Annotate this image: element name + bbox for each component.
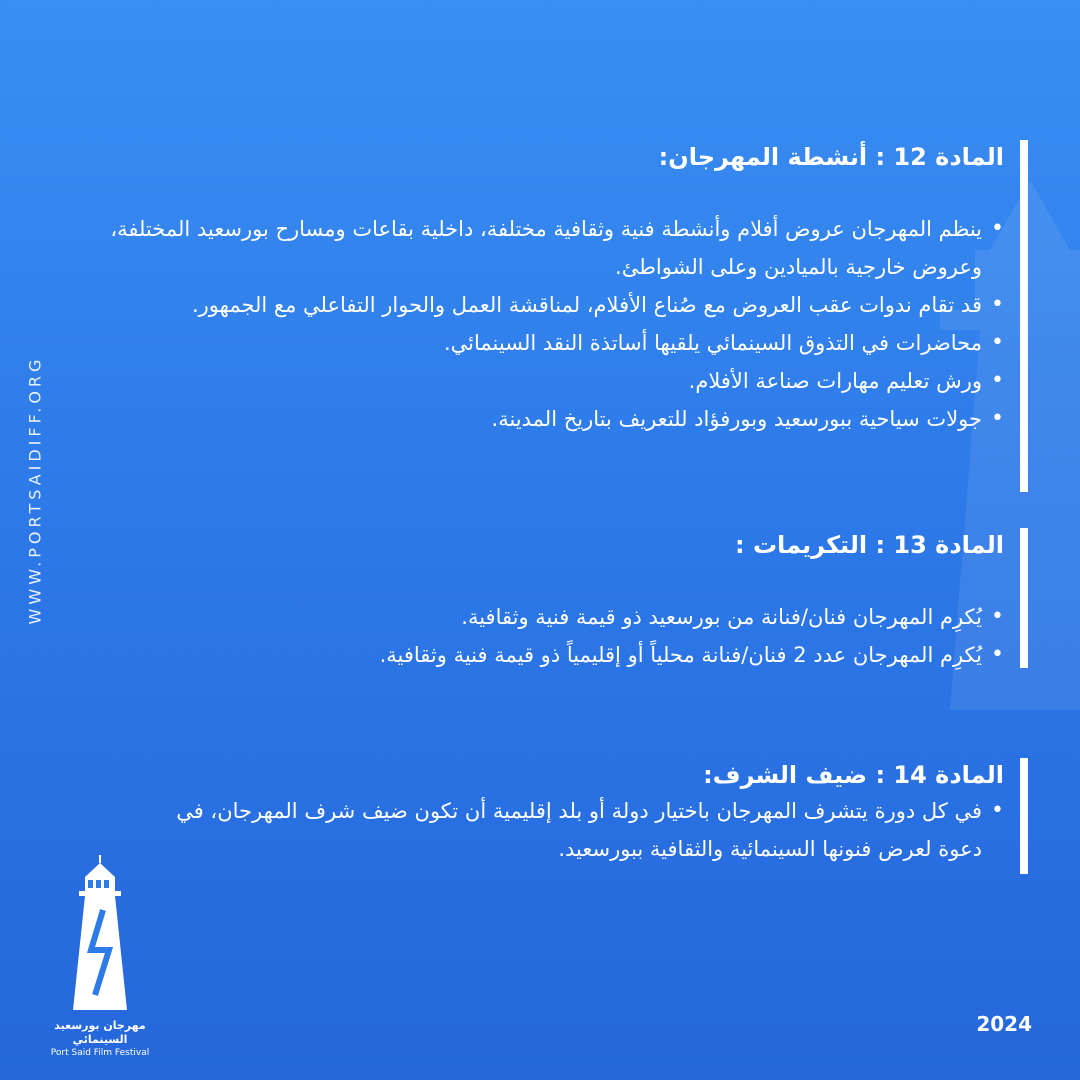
list-item: • يُكرِم المهرجان فنان/فنانة من بورسعيد ذو قيمة فنية وثقافية. <box>244 598 1004 636</box>
website-url[interactable]: WWW.PORTSAIDIFF.ORG <box>25 355 45 625</box>
article-12-title: المادة 12 : أنشطة المهرجان: <box>658 143 1004 171</box>
list-item: • جولات سياحية ببورسعيد وبورفؤاد للتعريف بتاريخ المدينة. <box>104 400 1004 438</box>
list-item: • قد تقام ندوات عقب العروض مع صُناع الأفلام، لمناقشة العمل والحوار التفاعلي مع الجمهور. <box>104 286 1004 324</box>
logo-name-english: Port Said Film Festival <box>50 1048 150 1058</box>
list-item: • ورش تعليم مهارات صناعة الأفلام. <box>104 362 1004 400</box>
list-item: • في كل دورة يتشرف المهرجان باختيار دولة أو بلد إقليمية أن تكون ضيف شرف المهرجان، في دعوة لعرض فنونها السينمائية والثقافية ببورسعيد. <box>144 792 1004 868</box>
festival-logo <box>30 855 170 1059</box>
year-label: 2024 <box>976 1012 1032 1036</box>
logo-name-arabic: مهرجان بورسعيد السينمائي <box>54 1019 146 1046</box>
article-12-list <box>104 210 1004 438</box>
lighthouse-icon <box>65 855 135 1015</box>
article-13-section <box>244 528 1028 668</box>
article-12-section <box>104 140 1028 492</box>
list-item: • محاضرات في التذوق السينمائي يلقيها أساتذة النقد السينمائي. <box>104 324 1004 362</box>
article-14-title: المادة 14 : ضيف الشرف: <box>703 761 1004 789</box>
article-13-list <box>244 598 1004 674</box>
article-14-list <box>144 792 1004 868</box>
article-14-section <box>144 758 1028 874</box>
list-item: • ينظم المهرجان عروض أفلام وأنشطة فنية وثقافية مختلفة، داخلية بقاعات ومسارح بورسعيد المختلفة، وعروض خارجية بالميادين وعلى الشواطئ. <box>104 210 1004 286</box>
list-item: • يُكرِم المهرجان عدد 2 فنان/فنانة محلياً أو إقليمياً ذو قيمة فنية وثقافية. <box>244 636 1004 674</box>
article-13-title: المادة 13 : التكريمات : <box>734 531 1004 559</box>
